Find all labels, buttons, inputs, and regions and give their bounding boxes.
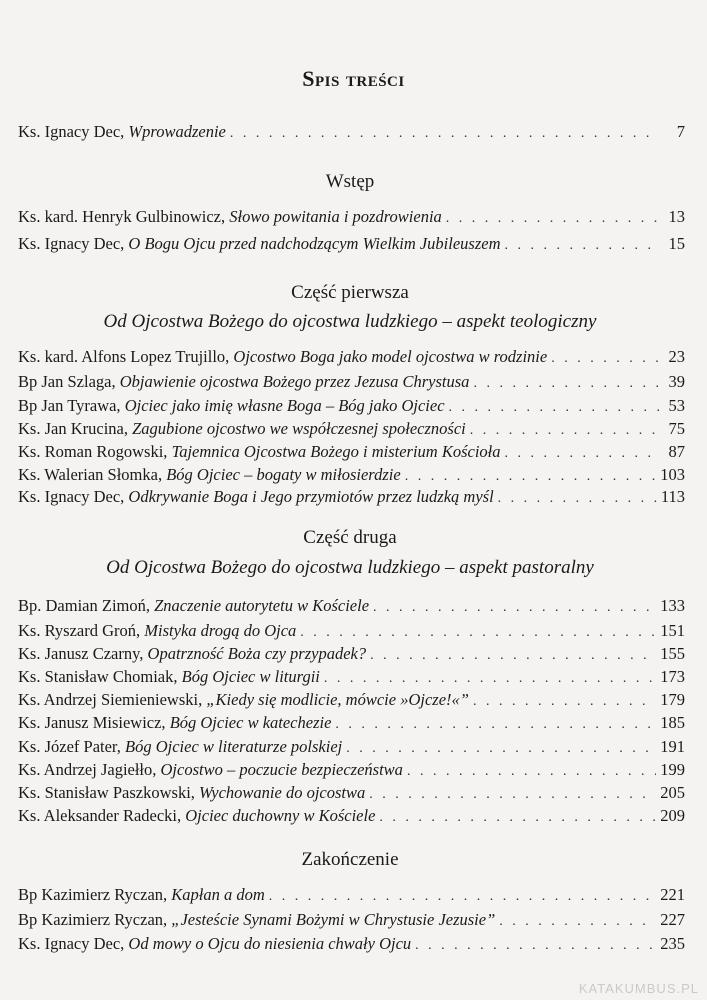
dot-leader (373, 600, 656, 616)
entry-page-number: 173 (660, 667, 685, 686)
entry-title: O Bogu Ojcu przed nadchodzącym Wielkim Jubileuszem (128, 234, 501, 253)
dot-leader (446, 211, 659, 227)
entry-page-number: 23 (668, 347, 685, 366)
entry-author: Ks. Walerian Słomka, (18, 465, 163, 484)
entry-author: Ks. Ignacy Dec, (18, 934, 125, 953)
entry-title: Wprowadzenie (128, 122, 226, 141)
section-heading: Zakończenie (301, 849, 399, 870)
section-heading: Wstęp (325, 171, 375, 192)
dot-leader (269, 889, 656, 905)
toc-entry (18, 644, 685, 666)
entry-page-number: 75 (668, 419, 685, 438)
dot-leader (405, 469, 657, 485)
dot-leader (498, 491, 657, 507)
toc-entry (18, 442, 685, 464)
entry-page-number: 151 (660, 621, 685, 640)
toc-entry (18, 465, 685, 487)
toc-entry (18, 934, 685, 956)
entry-title: Odkrywanie Boga i Jego przymiotów przez ludzką myśl (128, 487, 494, 506)
dot-leader (346, 741, 656, 757)
entry-page-number: 221 (660, 885, 685, 904)
section-subtitle: Od Ojcostwa Bożego do ojcostwa ludzkiego – aspekt pastoralny (106, 557, 594, 578)
toc-entry (18, 207, 685, 229)
toc-entry (18, 885, 685, 907)
entry-title: Mistyka drogą do Ojca (144, 621, 297, 640)
entry-title: Ojciec jako imię własne Boga – Bóg jako Ojciec (124, 396, 445, 415)
entry-author: Ks. Ryszard Groń, (18, 621, 141, 640)
toc-entry (18, 419, 685, 441)
entry-page-number: 7 (676, 122, 685, 141)
entry-title: „Jesteście Synami Bożymi w Chrystusie Jezusie” (171, 910, 496, 929)
entry-author: Ks. Roman Rogowski, (18, 442, 168, 461)
entry-page-number: 113 (660, 487, 685, 506)
watermark: KATAKUMBUS.PL (578, 981, 699, 996)
section-heading: Część druga (303, 527, 397, 548)
toc-entry (18, 596, 685, 618)
entry-page-number: 185 (660, 713, 685, 732)
entry-author: Ks. Ignacy Dec, (18, 234, 125, 253)
section-subtitle: Od Ojcostwa Bożego do ojcostwa ludzkiego – aspekt teologiczny (103, 311, 597, 332)
toc-entry (18, 737, 685, 759)
entry-page-number: 53 (668, 396, 685, 415)
dot-leader (499, 914, 656, 930)
entry-page-number: 103 (660, 465, 685, 484)
toc-entry-intro (18, 122, 685, 144)
entry-author: Ks. Janusz Czarny, (18, 644, 144, 663)
entry-title: Słowo powitania i pozdrowienia (229, 207, 442, 226)
dot-leader (407, 764, 656, 780)
entry-author: Bp Jan Tyrawa, (18, 396, 121, 415)
entry-page-number: 179 (660, 690, 685, 709)
entry-title: Opatrzność Boża czy przypadek? (147, 644, 367, 663)
toc-entry (18, 760, 685, 782)
toc-entry (18, 783, 685, 805)
entry-title: Bóg Ojciec w literaturze polskiej (125, 737, 343, 756)
entry-author: Ks. Ignacy Dec, (18, 122, 125, 141)
toc-entry (18, 667, 685, 689)
entry-page-number: 155 (660, 644, 685, 663)
dot-leader (449, 400, 659, 416)
entry-author: Ks. Stanisław Chomiak, (18, 667, 178, 686)
toc-entry (18, 396, 685, 418)
entry-page-number: 133 (660, 596, 685, 615)
entry-page-number: 235 (660, 934, 685, 953)
entry-page-number: 39 (668, 372, 685, 391)
entry-author: Ks. Ignacy Dec, (18, 487, 125, 506)
entry-title: Kapłan a dom (171, 885, 265, 904)
dot-leader (470, 423, 659, 439)
section-heading: Część pierwsza (291, 282, 409, 303)
entry-page-number: 209 (660, 806, 685, 825)
entry-author: Bp. Damian Zimoń, (18, 596, 150, 615)
toc-entry (18, 347, 685, 369)
entry-title: Bóg Ojciec w liturgii (181, 667, 320, 686)
dot-leader (369, 787, 656, 803)
toc-entry (18, 372, 685, 394)
dot-leader (379, 810, 656, 826)
toc-entry (18, 910, 685, 932)
entry-page-number: 227 (660, 910, 685, 929)
entry-author: Ks. Aleksander Radecki, (18, 806, 182, 825)
toc-entry (18, 806, 685, 828)
dot-leader (370, 648, 656, 664)
entry-title: Tajemnica Ojcostwa Bożego i misterium Kościoła (171, 442, 501, 461)
entry-title: Objawienie ojcostwa Bożego przez Jezusa Chrystusa (119, 372, 470, 391)
entry-author: Bp Kazimierz Ryczan, (18, 885, 168, 904)
entry-author: Ks. Józef Pater, (18, 737, 121, 756)
entry-title: Ojcostwo – poczucie bezpieczeństwa (160, 760, 403, 779)
entry-page-number: 15 (668, 234, 685, 253)
entry-title: Zagubione ojcostwo we współczesnej społeczności (132, 419, 466, 438)
entry-title: Od mowy o Ojcu do niesienia chwały Ojcu (128, 934, 412, 953)
dot-leader (473, 376, 659, 392)
entry-author: Bp Jan Szlaga, (18, 372, 116, 391)
toc-entry (18, 621, 685, 643)
entry-author: Ks. kard. Henryk Gulbinowicz, (18, 207, 226, 226)
dot-leader (505, 446, 660, 462)
entry-title: Ojcostwo Boga jako model ojcostwa w rodzinie (233, 347, 548, 366)
entry-author: Ks. kard. Alfons Lopez Trujillo, (18, 347, 230, 366)
entry-title: Bóg Ojciec – bogaty w miłosierdzie (166, 465, 401, 484)
entry-author: Ks. Andrzej Jagiełło, (18, 760, 157, 779)
entry-page-number: 191 (660, 737, 685, 756)
entry-title: Ojciec duchowny w Kościele (185, 806, 376, 825)
dot-leader (300, 625, 656, 641)
entry-title: „Kiedy się modlicie, mówcie »Ojcze!«” (206, 690, 469, 709)
entry-page-number: 199 (660, 760, 685, 779)
entry-author: Ks. Janusz Misiewicz, (18, 713, 166, 732)
entry-page-number: 205 (660, 783, 685, 802)
entry-page-number: 87 (668, 442, 685, 461)
entry-page-number: 13 (668, 207, 685, 226)
dot-leader (473, 694, 656, 710)
entry-title: Bóg Ojciec w katechezie (169, 713, 332, 732)
toc-entry (18, 234, 685, 256)
entry-author: Bp Kazimierz Ryczan, (18, 910, 168, 929)
toc-entry (18, 487, 685, 509)
dot-leader (324, 671, 656, 687)
dot-leader (551, 351, 659, 367)
dot-leader (415, 938, 656, 954)
dot-leader (335, 717, 656, 733)
toc-entry (18, 690, 685, 712)
toc-entry (18, 713, 685, 735)
entry-title: Wychowanie do ojcostwa (199, 783, 366, 802)
page-title: Spis treści (302, 66, 405, 91)
dot-leader (505, 238, 659, 254)
entry-author: Ks. Andrzej Siemieniewski, (18, 690, 203, 709)
entry-author: Ks. Stanisław Paszkowski, (18, 783, 195, 802)
entry-author: Ks. Jan Krucina, (18, 419, 128, 438)
dot-leader (230, 126, 659, 142)
entry-title: Znaczenie autorytetu w Kościele (154, 596, 370, 615)
